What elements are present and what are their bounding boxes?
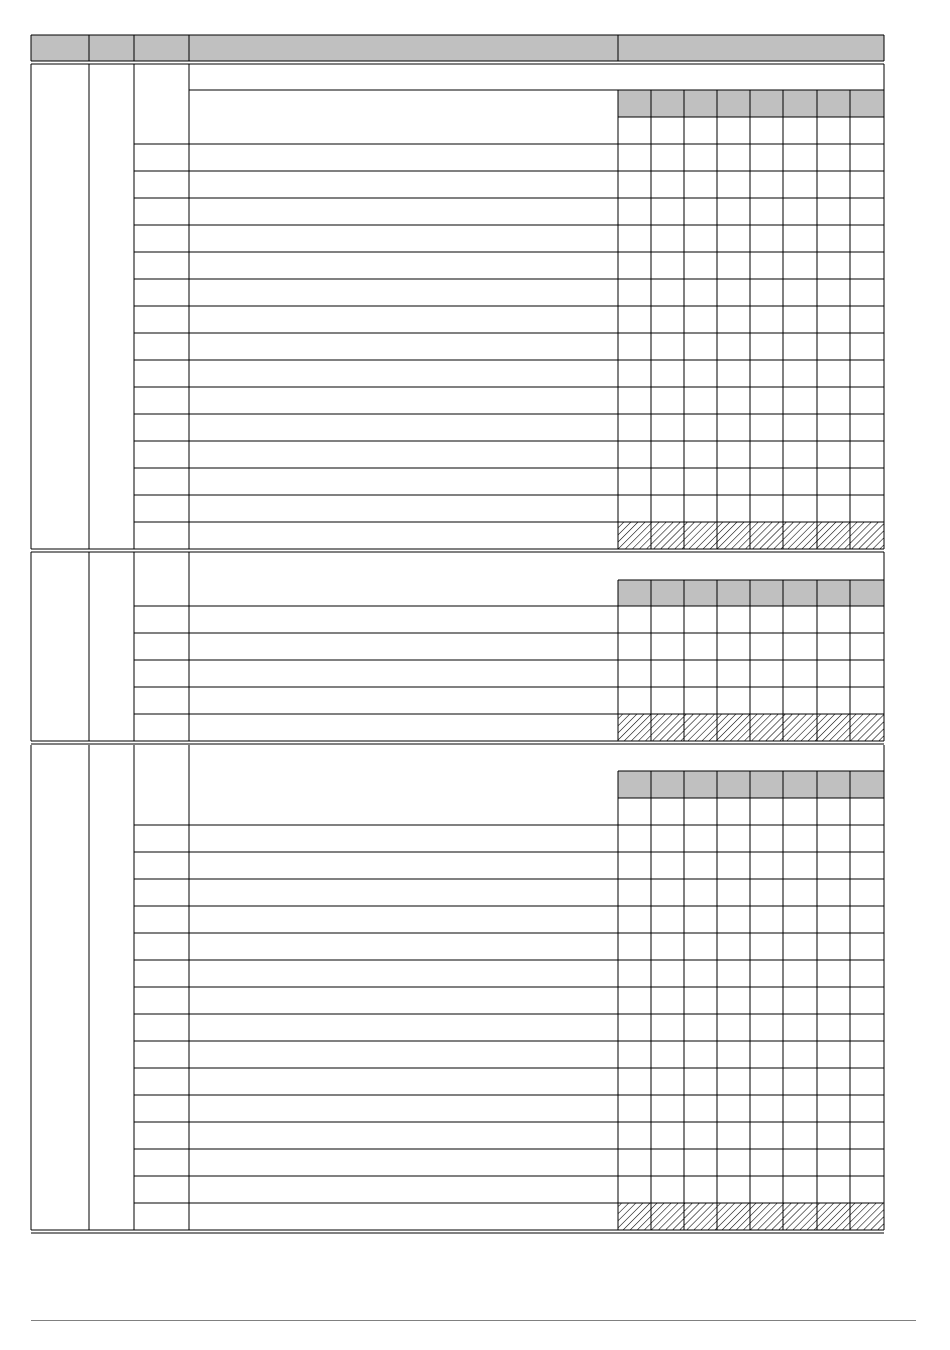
- section-3-hatched-cell: [750, 1203, 783, 1230]
- section-1-hatched-cell: [783, 522, 817, 549]
- section-1-hatched-cell: [717, 522, 750, 549]
- section-2-hatched-cell: [618, 714, 651, 741]
- section-2-hatched-cell: [817, 714, 850, 741]
- section-3-hatched-cell: [651, 1203, 684, 1230]
- section-3-hatched-cell: [684, 1203, 717, 1230]
- section-3-matrix-header: [618, 771, 884, 798]
- section-1-hatched-cell: [618, 522, 651, 549]
- section-2-hatched-cell: [684, 714, 717, 741]
- section-2-hatched-cell: [717, 714, 750, 741]
- section-3-hatched-cell: [850, 1203, 884, 1230]
- header-band: [31, 35, 884, 61]
- section-2-hatched-cell: [783, 714, 817, 741]
- section-2-hatched-cell: [850, 714, 884, 741]
- footer-rule: [31, 1320, 916, 1321]
- section-3-hatched-cell: [717, 1203, 750, 1230]
- section-2-hatched-cell: [750, 714, 783, 741]
- section-1-hatched-cell: [850, 522, 884, 549]
- section-1-hatched-cell: [817, 522, 850, 549]
- section-2-matrix-header: [618, 580, 884, 606]
- section-1-hatched-cell: [651, 522, 684, 549]
- section-1-matrix-header: [618, 90, 884, 117]
- section-2-hatched-cell: [651, 714, 684, 741]
- section-1-hatched-cell: [684, 522, 717, 549]
- section-3-hatched-cell: [783, 1203, 817, 1230]
- section-3-hatched-cell: [618, 1203, 651, 1230]
- section-3-hatched-cell: [817, 1203, 850, 1230]
- section-1-hatched-cell: [750, 522, 783, 549]
